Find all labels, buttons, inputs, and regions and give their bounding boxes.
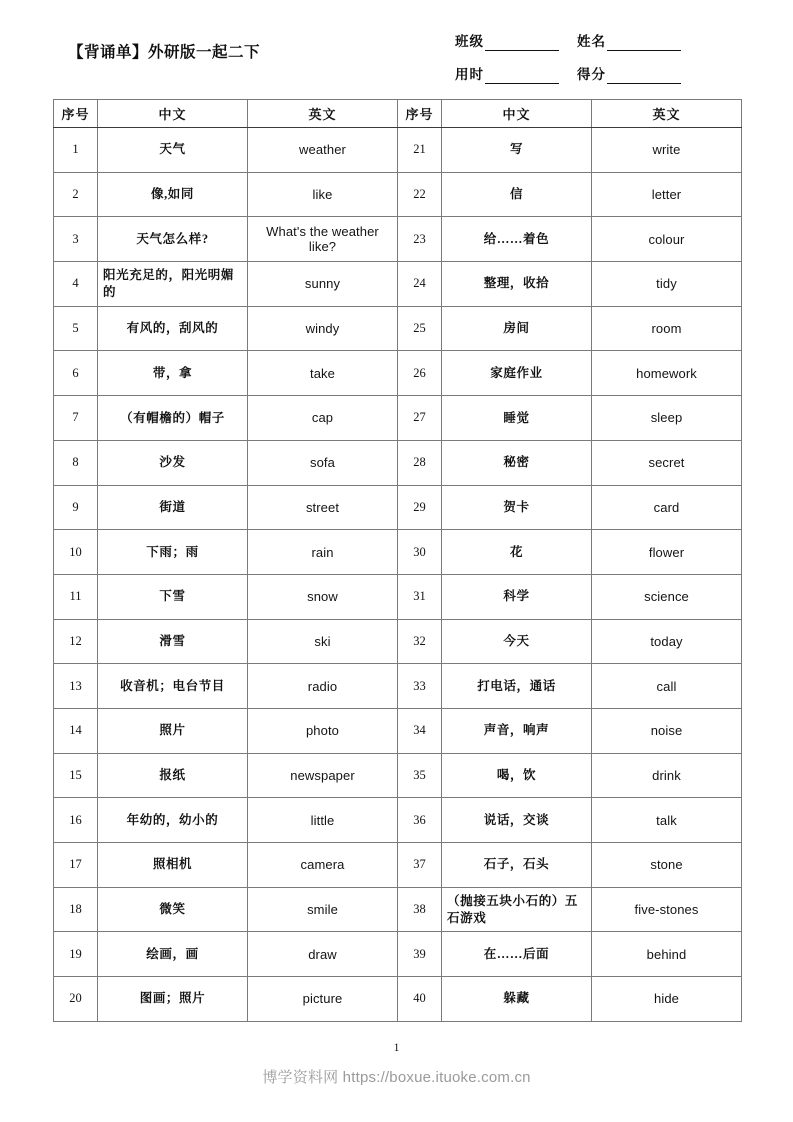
- table-row: [54, 262, 742, 307]
- student-info-row-1: [455, 18, 755, 51]
- column-header-label: 序号: [405, 107, 434, 122]
- cell-index-right: 27: [398, 396, 442, 441]
- cell-english-right: card: [592, 485, 742, 530]
- cell-index-left: 8: [54, 440, 98, 485]
- cell-index-left: 2: [54, 172, 98, 217]
- cell-index-right: 28: [398, 440, 442, 485]
- cell-chinese-left: 有风的，刮风的: [98, 306, 248, 351]
- table-row: [54, 932, 742, 977]
- cell-english-right: letter: [592, 172, 742, 217]
- field-time[interactable]: [455, 63, 559, 84]
- field-name-label: 姓名: [577, 34, 606, 49]
- cell-index-left: 7: [54, 396, 98, 441]
- cell-index-right: 40: [398, 977, 442, 1022]
- column-header-no-left: [54, 100, 98, 128]
- cell-english-right: write: [592, 128, 742, 173]
- cell-index-left: 16: [54, 798, 98, 843]
- table-row: [54, 619, 742, 664]
- cell-english-right: call: [592, 664, 742, 709]
- cell-chinese-left: 下雨；雨: [98, 530, 248, 575]
- field-score[interactable]: [577, 63, 681, 84]
- field-class[interactable]: [455, 30, 559, 51]
- table-row: [54, 664, 742, 709]
- table-row: [54, 128, 742, 173]
- cell-chinese-left: 照片: [98, 708, 248, 753]
- cell-english-left: sunny: [248, 262, 398, 307]
- cell-english-right: tidy: [592, 262, 742, 307]
- cell-english-left: weather: [248, 128, 398, 173]
- cell-english-right: science: [592, 574, 742, 619]
- cell-index-left: 12: [54, 619, 98, 664]
- cell-index-left: 20: [54, 977, 98, 1022]
- column-header-label: 英文: [308, 107, 337, 122]
- cell-english-left: draw: [248, 932, 398, 977]
- cell-chinese-left: 沙发: [98, 440, 248, 485]
- cell-chinese-left: 天气怎么样?: [98, 217, 248, 262]
- cell-english-left: smile: [248, 887, 398, 932]
- page-number: 1: [393, 1040, 400, 1054]
- cell-chinese-left: 收音机；电台节目: [98, 664, 248, 709]
- cell-english-right: flower: [592, 530, 742, 575]
- cell-english-right: homework: [592, 351, 742, 396]
- cell-chinese-right: 今天: [442, 619, 592, 664]
- cell-chinese-right: 花: [442, 530, 592, 575]
- table-row: [54, 306, 742, 351]
- cell-index-right: 32: [398, 619, 442, 664]
- cell-english-left: street: [248, 485, 398, 530]
- field-name-blank[interactable]: [607, 38, 681, 51]
- student-info-fields: [455, 18, 755, 84]
- cell-chinese-right: 睡觉: [442, 396, 592, 441]
- cell-chinese-right: （抛接五块小石的）五石游戏: [442, 887, 592, 932]
- table-row: [54, 530, 742, 575]
- cell-chinese-left: 微笑: [98, 887, 248, 932]
- cell-index-left: 11: [54, 574, 98, 619]
- cell-english-left: radio: [248, 664, 398, 709]
- cell-index-right: 25: [398, 306, 442, 351]
- cell-english-left: take: [248, 351, 398, 396]
- table-row: [54, 574, 742, 619]
- cell-english-left: rain: [248, 530, 398, 575]
- cell-index-left: 4: [54, 262, 98, 307]
- cell-index-right: 22: [398, 172, 442, 217]
- cell-chinese-right: 写: [442, 128, 592, 173]
- vocabulary-table: [53, 99, 742, 1022]
- cell-english-left: like: [248, 172, 398, 217]
- cell-english-right: sleep: [592, 396, 742, 441]
- cell-chinese-left: 照相机: [98, 843, 248, 888]
- field-class-blank[interactable]: [485, 38, 559, 51]
- field-time-blank[interactable]: [485, 71, 559, 84]
- cell-english-left: cap: [248, 396, 398, 441]
- cell-index-left: 10: [54, 530, 98, 575]
- cell-chinese-left: 街道: [98, 485, 248, 530]
- table-header-row: [54, 100, 742, 128]
- cell-index-left: 15: [54, 753, 98, 798]
- cell-index-right: 36: [398, 798, 442, 843]
- cell-chinese-right: 家庭作业: [442, 351, 592, 396]
- page-title: 【背诵单】外研版一起二下: [68, 44, 261, 61]
- cell-index-right: 34: [398, 708, 442, 753]
- cell-index-right: 31: [398, 574, 442, 619]
- cell-index-right: 21: [398, 128, 442, 173]
- cell-chinese-right: 石子，石头: [442, 843, 592, 888]
- cell-index-right: 37: [398, 843, 442, 888]
- cell-index-left: 17: [54, 843, 98, 888]
- table-row: [54, 440, 742, 485]
- cell-english-right: talk: [592, 798, 742, 843]
- cell-chinese-right: 房间: [442, 306, 592, 351]
- cell-index-right: 24: [398, 262, 442, 307]
- cell-english-left: ski: [248, 619, 398, 664]
- field-score-label: 得分: [577, 67, 606, 82]
- field-score-blank[interactable]: [607, 71, 681, 84]
- cell-index-left: 14: [54, 708, 98, 753]
- table-row: [54, 172, 742, 217]
- cell-english-right: noise: [592, 708, 742, 753]
- cell-english-right: room: [592, 306, 742, 351]
- column-header-english-left: [248, 100, 398, 128]
- cell-english-left: sofa: [248, 440, 398, 485]
- cell-chinese-left: 绘画，画: [98, 932, 248, 977]
- cell-chinese-left: 像,如同: [98, 172, 248, 217]
- table-row: [54, 977, 742, 1022]
- cell-index-right: 33: [398, 664, 442, 709]
- table-row: [54, 843, 742, 888]
- cell-index-right: 29: [398, 485, 442, 530]
- cell-english-right: drink: [592, 753, 742, 798]
- cell-chinese-right: 科学: [442, 574, 592, 619]
- field-class-label: 班级: [455, 34, 484, 49]
- column-header-chinese-right: [442, 100, 592, 128]
- cell-english-right: today: [592, 619, 742, 664]
- cell-chinese-left: （有帽檐的）帽子: [98, 396, 248, 441]
- cell-chinese-left: 滑雪: [98, 619, 248, 664]
- page-header: [0, 18, 793, 96]
- column-header-chinese-left: [98, 100, 248, 128]
- cell-english-left: picture: [248, 977, 398, 1022]
- cell-english-left: snow: [248, 574, 398, 619]
- column-header-english-right: [592, 100, 742, 128]
- cell-chinese-right: 在……后面: [442, 932, 592, 977]
- column-header-no-right: [398, 100, 442, 128]
- cell-chinese-left: 年幼的，幼小的: [98, 798, 248, 843]
- cell-index-right: 39: [398, 932, 442, 977]
- cell-chinese-right: 喝，饮: [442, 753, 592, 798]
- cell-index-left: 18: [54, 887, 98, 932]
- column-header-label: 序号: [61, 107, 90, 122]
- student-info-row-2: [455, 51, 755, 84]
- cell-chinese-right: 给……着色: [442, 217, 592, 262]
- cell-chinese-right: 贺卡: [442, 485, 592, 530]
- cell-index-left: 6: [54, 351, 98, 396]
- cell-english-left: camera: [248, 843, 398, 888]
- table-row: [54, 708, 742, 753]
- cell-index-left: 1: [54, 128, 98, 173]
- cell-english-right: hide: [592, 977, 742, 1022]
- table-row: [54, 485, 742, 530]
- column-header-label: 中文: [502, 107, 531, 122]
- cell-index-right: 26: [398, 351, 442, 396]
- cell-english-left: What's the weather like?: [248, 217, 398, 262]
- cell-chinese-left: 图画；照片: [98, 977, 248, 1022]
- table-row: [54, 217, 742, 262]
- field-time-label: 用时: [455, 67, 484, 82]
- column-header-label: 中文: [158, 107, 187, 122]
- cell-chinese-left: 阳光充足的，阳光明媚的: [98, 262, 248, 307]
- cell-chinese-left: 天气: [98, 128, 248, 173]
- cell-english-left: photo: [248, 708, 398, 753]
- cell-index-right: 35: [398, 753, 442, 798]
- cell-english-right: colour: [592, 217, 742, 262]
- cell-chinese-right: 信: [442, 172, 592, 217]
- cell-chinese-right: 整理，收拾: [442, 262, 592, 307]
- cell-english-right: stone: [592, 843, 742, 888]
- cell-chinese-right: 秘密: [442, 440, 592, 485]
- cell-chinese-left: 带，拿: [98, 351, 248, 396]
- cell-index-right: 23: [398, 217, 442, 262]
- cell-chinese-left: 下雪: [98, 574, 248, 619]
- field-name[interactable]: [577, 30, 681, 51]
- cell-index-left: 9: [54, 485, 98, 530]
- cell-index-left: 13: [54, 664, 98, 709]
- vocabulary-table-body: [54, 128, 742, 1022]
- cell-english-right: secret: [592, 440, 742, 485]
- watermark: 博学资料网 https://boxue.ituoke.com.cn: [262, 1069, 531, 1086]
- cell-chinese-right: 说话，交谈: [442, 798, 592, 843]
- cell-english-left: little: [248, 798, 398, 843]
- table-row: [54, 396, 742, 441]
- cell-english-left: windy: [248, 306, 398, 351]
- cell-index-left: 3: [54, 217, 98, 262]
- cell-index-right: 38: [398, 887, 442, 932]
- column-header-label: 英文: [652, 107, 681, 122]
- table-row: [54, 351, 742, 396]
- cell-english-right: behind: [592, 932, 742, 977]
- table-row: [54, 753, 742, 798]
- table-row: [54, 887, 742, 932]
- cell-index-left: 5: [54, 306, 98, 351]
- cell-english-right: five-stones: [592, 887, 742, 932]
- cell-index-right: 30: [398, 530, 442, 575]
- cell-chinese-right: 躲藏: [442, 977, 592, 1022]
- cell-index-left: 19: [54, 932, 98, 977]
- cell-chinese-right: 声音，响声: [442, 708, 592, 753]
- table-row: [54, 798, 742, 843]
- cell-chinese-right: 打电话，通话: [442, 664, 592, 709]
- cell-chinese-left: 报纸: [98, 753, 248, 798]
- cell-english-left: newspaper: [248, 753, 398, 798]
